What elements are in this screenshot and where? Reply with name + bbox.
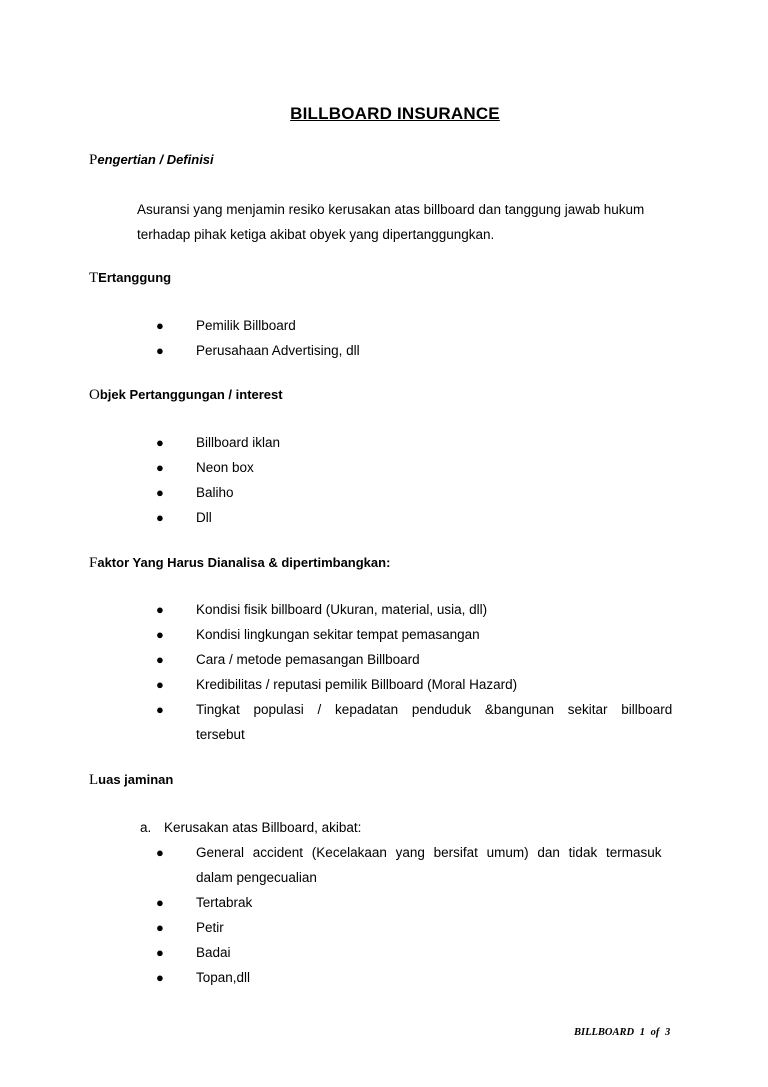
bullet-icon: ● [156, 652, 164, 667]
definition-paragraph [137, 197, 677, 247]
list-item-text: Petir [196, 920, 224, 935]
list-item-text: tersebut [196, 727, 245, 742]
bullet-icon: ● [156, 602, 164, 617]
heading-text: Ertanggung [98, 270, 172, 285]
heading-initial: T [89, 270, 99, 286]
list-item-text: Kredibilitas / reputasi pemilik Billboard (Moral Hazard) [196, 677, 518, 692]
heading-text: bjek Pertanggungan / interest [99, 387, 283, 402]
list-item [0, 940, 768, 965]
list-item-text: Kondisi fisik billboard (Ukuran, material, usia, dll) [196, 602, 488, 617]
list-item [0, 840, 768, 865]
heading-tertanggung [89, 270, 171, 287]
page-footer: BILLBOARD 1 of 3 [574, 1027, 671, 1038]
list-item [0, 455, 768, 480]
faktor-list [0, 597, 768, 747]
list-item-continuation [0, 865, 768, 890]
luas-jaminan-list [0, 840, 768, 990]
list-item-text: Badai [196, 945, 231, 960]
heading-faktor [89, 555, 390, 572]
sub-item-a [140, 815, 361, 840]
list-item-text: Tertabrak [196, 895, 253, 910]
heading-text: aktor Yang Harus Dianalisa & dipertimbangkan: [97, 555, 391, 570]
list-item [0, 890, 768, 915]
list-item [0, 672, 768, 697]
bullet-icon: ● [156, 920, 164, 935]
bullet-icon: ● [156, 435, 164, 450]
bullet-icon: ● [156, 318, 164, 333]
document-title: BILLBOARD INSURANCE [290, 104, 500, 123]
bullet-icon: ● [156, 510, 164, 525]
bullet-icon: ● [156, 845, 164, 860]
heading-initial: L [89, 772, 99, 788]
heading-initial: O [89, 387, 100, 403]
list-item [0, 313, 768, 338]
list-item [0, 697, 768, 722]
heading-pengertian [89, 152, 214, 169]
paragraph-line: terhadap pihak ketiga akibat obyek yang dipertanggungkan. [137, 227, 495, 242]
list-item [0, 430, 768, 455]
list-item-continuation [0, 722, 768, 747]
list-item-text: Billboard iklan [196, 435, 281, 450]
bullet-icon: ● [156, 485, 164, 500]
list-item-text: General accident (Kecelakaan yang bersifat umum) dan tidak termasuk [196, 845, 662, 860]
objek-list [0, 430, 768, 530]
sub-item-marker: a. [140, 820, 152, 835]
list-item-text: dalam pengecualian [196, 870, 317, 885]
list-item-text: Dll [196, 510, 212, 525]
heading-luas-jaminan [89, 772, 173, 789]
list-item-text: Tingkat populasi / kepadatan penduduk &bangunan sekitar billboard [196, 702, 673, 717]
list-item-text: Perusahaan Advertising, dll [196, 343, 360, 358]
list-item [0, 965, 768, 990]
heading-initial: F [89, 555, 98, 571]
list-item [0, 622, 768, 647]
list-item [0, 338, 768, 363]
paragraph-line: Asuransi yang menjamin resiko kerusakan atas billboard dan tanggung jawab hukum [137, 202, 645, 217]
bullet-icon: ● [156, 945, 164, 960]
heading-initial: P [89, 152, 98, 168]
bullet-icon: ● [156, 460, 164, 475]
list-item-text: Kondisi lingkungan sekitar tempat pemasangan [196, 627, 480, 642]
bullet-icon: ● [156, 702, 164, 717]
bullet-icon: ● [156, 895, 164, 910]
tertanggung-list [0, 313, 768, 363]
list-item-text: Baliho [196, 485, 234, 500]
sub-item-label: Kerusakan atas Billboard, akibat: [164, 820, 362, 835]
bullet-icon: ● [156, 343, 164, 358]
list-item [0, 505, 768, 530]
list-item-text: Neon box [196, 460, 254, 475]
heading-objek [89, 387, 283, 404]
list-item [0, 915, 768, 940]
bullet-icon: ● [156, 627, 164, 642]
list-item [0, 597, 768, 622]
bullet-icon: ● [156, 677, 164, 692]
list-item-text: Pemilik Billboard [196, 318, 296, 333]
list-item-text: Topan,dll [196, 970, 251, 985]
bullet-icon: ● [156, 970, 164, 985]
list-item-text: Cara / metode pemasangan Billboard [196, 652, 420, 667]
heading-text: engertian / Definisi [97, 152, 214, 167]
list-item [0, 480, 768, 505]
heading-text: uas jaminan [98, 772, 174, 787]
list-item [0, 647, 768, 672]
